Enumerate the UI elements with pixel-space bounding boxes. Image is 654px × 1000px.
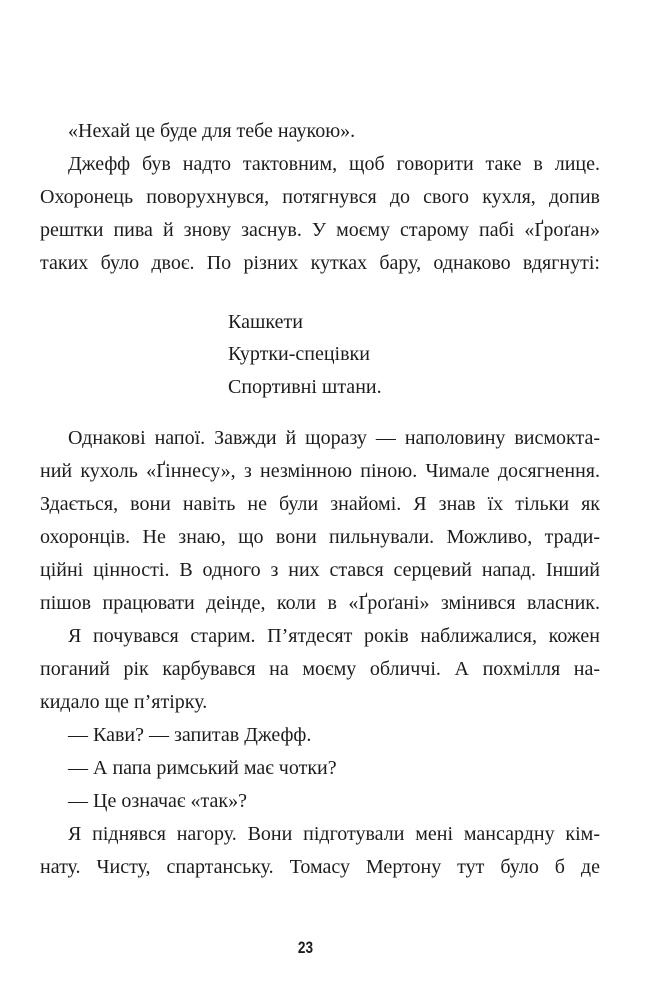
list-item: Спортивні штани. (228, 376, 382, 398)
dialogue-line: — Це означає «так»? (68, 790, 247, 812)
text-line: нату. Чисту, спартанську. Томасу Мертону тут було б де (40, 856, 600, 878)
text-line: ційні цінності. В одного з них стався серцевий напад. Інший (40, 559, 600, 581)
text-line: поганий рік карбувався на моєму обличчі. А похмілля на- (40, 658, 600, 680)
text-line: кидало ще п’ятірку. (40, 691, 208, 713)
list-item: Кашкети (228, 311, 303, 333)
text-line: Я піднявся нагору. Вони підготували мені мансардну кім- (68, 823, 600, 845)
text-line: Охоронець поворухнувся, потягнувся до свого кухля, допив (40, 186, 600, 208)
text-line: таких було двоє. По різних кутках бару, однаково вдягнуті: (40, 252, 600, 274)
dialogue-line: — А папа римський має чотки? (68, 757, 337, 779)
text-line: охоронців. Не знаю, що вони пильнували. Можливо, тради- (40, 526, 600, 548)
text-line: рештки пива й знову заснув. У моєму старому пабі «Ґроґан» (40, 219, 600, 241)
list-item: Куртки-спецівки (228, 343, 370, 365)
text-line: ний кухоль «Ґіннесу», з незмінною піною. Чимале досягнення. (40, 460, 600, 482)
text-line: Джефф був надто тактовним, щоб говорити таке в лице. (68, 153, 600, 175)
dialogue-line: — Кави? — запитав Джефф. (68, 724, 312, 746)
page-number: 23 (297, 938, 314, 957)
text-line: Я почувався старим. П’ятдесят років наближалися, кожен (68, 625, 600, 647)
text-line: «Нехай це буде для тебе наукою». (68, 120, 356, 142)
text-line: пішов працювати деінде, коли в «Ґроґані» змінився власник. (40, 592, 600, 614)
text-line: Однакові напої. Завжди й щоразу — наполовину висмокта- (68, 427, 600, 449)
text-line: Здається, вони навіть не були знайомі. Я знав їх тільки як (40, 493, 600, 515)
